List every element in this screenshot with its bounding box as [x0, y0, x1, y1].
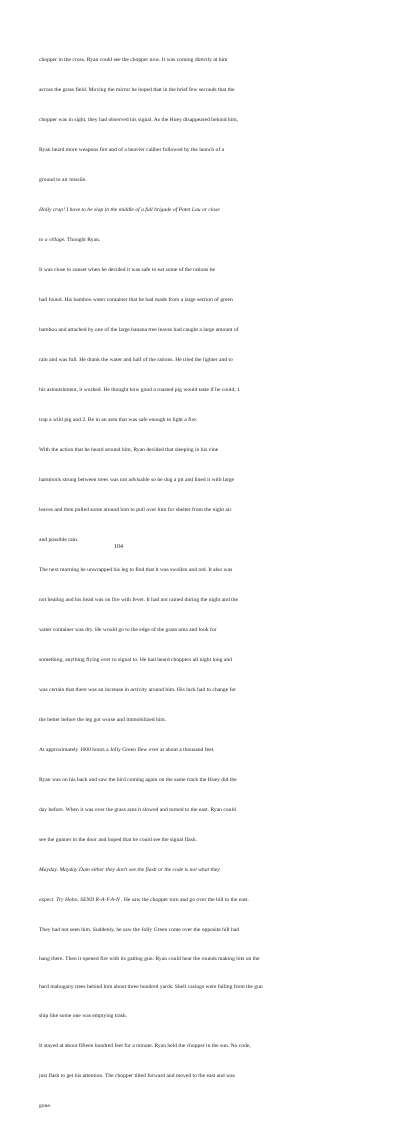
- text-fragment: He saw the chopper turn and go over the hill to the east.: [122, 897, 249, 903]
- text-line: Ryan heard more weapons fire and of a heavier caliber followed by the launch of a: [39, 147, 225, 153]
- italic-thought-fragment: to a village.: [39, 237, 66, 243]
- text-line: chopper in the cross. Ryan could see the chopper now. It was coming directly at him: [39, 57, 228, 63]
- italic-thought-line: Holly crap! I have to be slap in the middle of a full brigade of Patet Lau or close: [39, 207, 220, 213]
- text-line: not healing and his head was on fire with fever. It had not rained during the night and the: [39, 597, 238, 603]
- text-line: It was close to sunset when he decided it was safe to eat some of the rations he: [39, 267, 215, 273]
- body-text: [39, 35, 389, 1131]
- text-line: It stayed at about fifteen hundred feet for a minute. Ryan held the chopper in the sun. No code,: [39, 1043, 251, 1049]
- page-number: 104: [114, 544, 123, 550]
- text-line: hammock strung between trees was not advisable so he dug a pit and lined it with large: [39, 477, 235, 483]
- text-line: They had not seen him. Suddenly, he saw the Jolly Green come over the opposite hill had: [39, 927, 240, 933]
- text-line: bamboo and attached by one of the large banana tree leaves had caught a large amount of: [39, 327, 239, 333]
- text-line: ground to air missile.: [39, 177, 87, 183]
- text-line: see the gunner in the door and hoped that he could see the signal flash.: [39, 837, 197, 843]
- text-line: had found. His bamboo water container that he had made from a large section of green: [39, 297, 233, 303]
- italic-thought-line: Mayday. Mayday Dam either they don't see the flash or the code is not what they: [39, 867, 220, 873]
- italic-thought-fragment: expect. Try Hobo, SEND R-A-Y-A-N .: [39, 897, 123, 903]
- text-line: trap a wild pig and 2. Be in an area that was safe enough to light a fire.: [39, 417, 198, 423]
- text-line: With the action that he heard around him, Ryan decided that sleeping in his vine: [39, 447, 219, 453]
- text-line: gone.: [39, 1103, 52, 1109]
- text-line: At approximately 1000 hours a Jolly Green flew over at about a thousand feet.: [39, 747, 215, 753]
- text-line: rain and was full. He drank the water and half of the rations. He tried the lighter and to: [39, 357, 233, 363]
- text-line: day before. When it was over the grass area it slowed and turned to the east. Ryan could: [39, 807, 236, 813]
- text-line: ship like some one was emptying trash.: [39, 1013, 128, 1019]
- text-line-mixed: [39, 895, 389, 905]
- text-line: just flash to get his attention. The chopper tilted forward and moved to the east and was: [39, 1073, 235, 1079]
- text-line: something, anything flying over to signal to. He had heard choppers all night long and: [39, 657, 232, 663]
- text-line: and possible rain.: [39, 537, 79, 543]
- text-line: the better before the leg got worse and immobilized him.: [39, 717, 167, 723]
- text-line: was certain that there was an increase in activity around him. His luck had to change for: [39, 687, 237, 693]
- text-fragment: Thought Ryan.: [65, 237, 101, 243]
- text-line: leaves and then pulled some around him to pull over him for shelter from the night air: [39, 507, 232, 513]
- text-line: The next morning he unwrapped his leg to find that it was swollen and red. It also was: [39, 567, 233, 573]
- text-line: across the grass field. Moving the mirror he hoped that in the brief few seconds that the: [39, 87, 235, 93]
- text-line: his astonishment, it worked. He thought how good a roasted pig would taste if he could; 1: [39, 387, 241, 393]
- text-line: Ryan was on his back and saw the bird coming again on the same track the Huey did the: [39, 777, 237, 783]
- text-line: hard mahogany trees behind him about three hundred yards. Shell casings were falling from the gun: [39, 984, 263, 990]
- text-line: water container was dry. He would go to the edge of the grass area and look for: [39, 627, 217, 633]
- text-line: hang there. Then it opened fire with its gatling gun. Ryan could hear the rounds making hits on the: [39, 956, 260, 962]
- text-line-mixed: [39, 235, 389, 245]
- text-line: chopper was in sight, they had observed his signal. As the Huey disappeared behind him,: [39, 117, 239, 123]
